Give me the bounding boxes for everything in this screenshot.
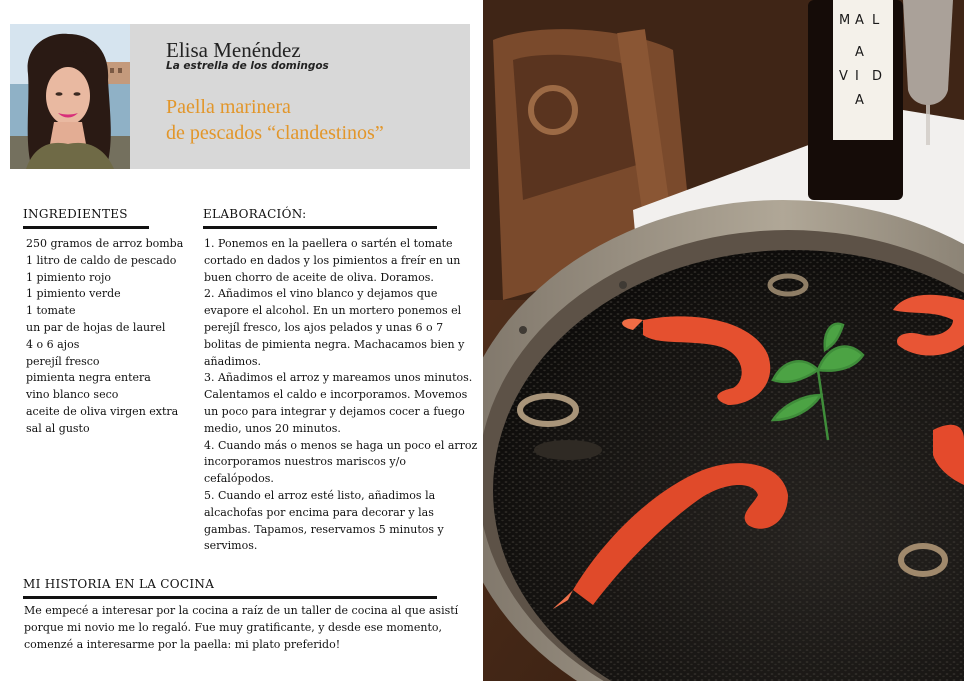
ingredient-item: 1 tomate bbox=[26, 304, 76, 318]
bottle-label-letter: M bbox=[839, 13, 851, 28]
ingredients-divider bbox=[23, 226, 149, 229]
ingredients-list bbox=[26, 236, 196, 438]
ingredient-item: vino blanco seco bbox=[26, 388, 119, 402]
ingredient-item: 1 pimiento verde bbox=[26, 287, 121, 301]
story-heading: MI HISTORIA EN LA COCINA bbox=[23, 577, 215, 591]
paella-illustration bbox=[483, 0, 964, 681]
ingredient-item: 250 gramos de arroz bomba bbox=[26, 237, 184, 250]
recipe-title bbox=[166, 94, 384, 146]
elaboration-step: 2. Añadimos el vino blanco y dejamos que evapore el alcohol. En un mortero ponemos el perejíl fresco, los ajos pelados y unas 6 o 7 bolitas de pimienta negra. Machacamos bien y añadimos. bbox=[204, 287, 465, 368]
portrait-illustration bbox=[10, 24, 130, 169]
author-header bbox=[10, 24, 470, 169]
recipe-title-line-2: de pescados “clandestinos” bbox=[166, 122, 384, 144]
author-portrait bbox=[10, 24, 130, 169]
bottle-label-letter: A bbox=[855, 45, 864, 60]
ingredients-heading: INGREDIENTES bbox=[23, 207, 128, 221]
story-divider bbox=[23, 596, 437, 599]
elaboration-step: 3. Añadimos el arroz y mareamos unos minutos. Calentamos el caldo e incorporamos. Movemos un poco para integrar y dejamos cocer a fuego medio, unos 20 minutos. bbox=[204, 371, 473, 435]
recipe-title-line-1: Paella marinera bbox=[166, 96, 291, 118]
bottle-label-letter: A bbox=[855, 93, 864, 108]
ingredient-item: pimienta negra entera bbox=[26, 371, 151, 385]
bottle-label-letter: D bbox=[872, 69, 883, 84]
elaboration-step: 1. Ponemos en la paellera o sartén el tomate cortado en dados y los pimientos a freír en un buen chorro de aceite de oliva. Doramos. bbox=[204, 237, 461, 284]
ingredient-item: 1 pimiento rojo bbox=[26, 270, 112, 284]
elaboration-step: 4. Cuando más o menos se haga un poco el arroz incorporamos nuestros mariscos y/o cefalópodos. bbox=[204, 438, 478, 486]
bottle-label-letter: A bbox=[855, 13, 864, 28]
paella-photo bbox=[483, 0, 964, 681]
ingredient-item: sal al gusto bbox=[26, 421, 90, 435]
story-text: Me empecé a interesar por la cocina a raíz de un taller de cocina al que asistí porque mi novio me lo regaló. Fue muy gratificante, y desde ese momento, comenzé a interesarme por la paella: mi plato preferido! bbox=[24, 604, 459, 651]
elaboration-step: 5. Cuando el arroz esté listo, añadimos la alcachofas por encima para decorar y las gambas. Tapamos, reservamos 5 minutos y servimos. bbox=[204, 488, 444, 553]
author-tagline: La estrella de los domingos bbox=[166, 60, 329, 72]
ingredient-item: perejíl fresco bbox=[26, 354, 100, 368]
author-name: Elisa Menéndez bbox=[166, 38, 301, 62]
elaboration-heading: ELABORACIÓN: bbox=[203, 207, 307, 221]
elaboration-divider bbox=[203, 226, 437, 229]
bottle-label-letter: I bbox=[855, 69, 859, 84]
ingredient-item: 1 litro de caldo de pescado bbox=[26, 253, 177, 267]
ingredient-item: aceite de oliva virgen extra bbox=[26, 404, 179, 418]
bottle-label-letter: V bbox=[839, 69, 848, 84]
ingredient-item: 4 o 6 ajos bbox=[26, 337, 80, 351]
ingredient-item: un par de hojas de laurel bbox=[26, 320, 166, 334]
elaboration-steps bbox=[204, 236, 479, 555]
bottle-label-letter: L bbox=[872, 13, 880, 28]
